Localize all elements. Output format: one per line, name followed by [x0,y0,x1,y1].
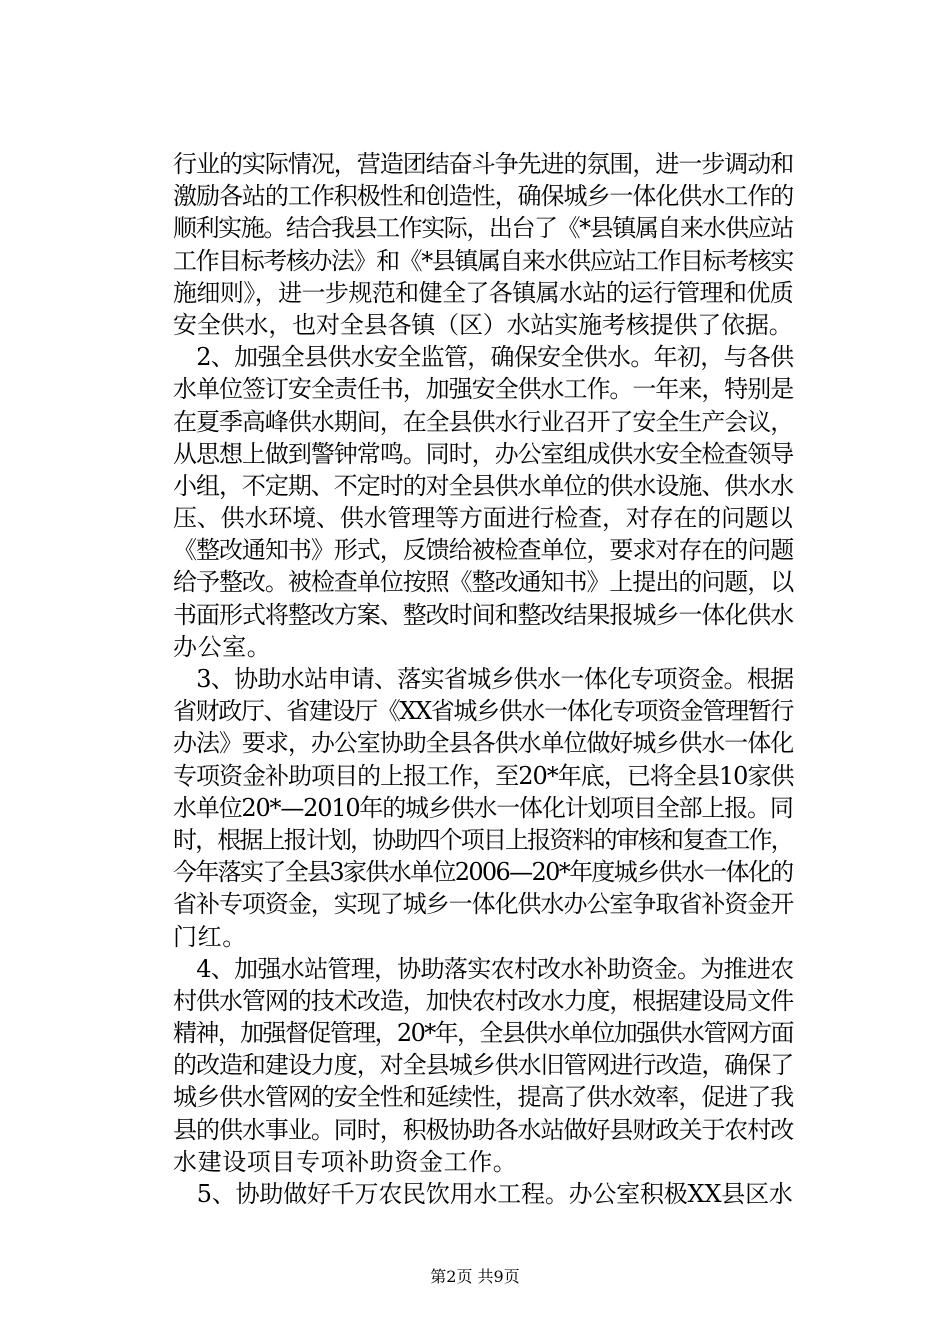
text-line: 时，根据上报计划，协助四个项目上报资料的审核和复查工作， [173,825,793,854]
text-line: 3、协助水站申请、落实省城乡供水一体化专项资金。根据 [173,665,794,693]
text-line: 《整改通知书》形式，反馈给被检查单位，要求对存在的问题 [173,536,794,565]
text-line: 办法》要求，办公室协助全县各供水单位做好城乡供水一体化 [173,729,794,758]
page-footer [0,1266,950,1288]
text-line: 从思想上做到警钟常鸣。同时，办公室组成供水安全检查领导 [173,439,794,468]
text-line: 激励各站的工作积极性和创造性，确保城乡一体化供水工作的 [173,182,794,211]
text-line: 行业的实际情况，营造团结奋斗争先进的氛围，进一步调动和 [173,150,794,178]
text-line: 门红。 [173,922,247,951]
page-number: 第2页 共9页 [430,1267,520,1286]
text-line: 精神，加强督促管理，20*年，全县供水单位加强供水管网方面 [173,1019,793,1048]
text-line: 城乡供水管网的安全性和延续性，提高了供水效率，促进了我 [173,1083,794,1112]
text-line: 顺利实施。结合我县工作实际，出台了《*县镇属自来水供应站 [173,214,793,243]
text-line: 县的供水事业。同时，积极协助各水站做好县财政关于农村改 [173,1115,794,1144]
text-line: 压、供水环境、供水管理等方面进行检查，对存在的问题以 [173,504,793,533]
text-line: 给予整改。被检查单位按照《整改通知书》上提出的问题，以 [173,568,794,597]
text-line: 小组，不定期、不定时的对全县供水单位的供水设施、供水水 [173,471,794,500]
text-line: 施细则》，进一步规范和健全了各镇属水站的运行管理和优质 [173,278,794,307]
text-line: 4、加强水站管理，协助落实农村改水补助资金。为推进农 [173,954,794,983]
text-line: 5、协助做好千万农民饮用水工程。办公室积极XX县区水 [173,1180,793,1208]
text-line: 省补专项资金，实现了城乡一体化供水办公室争取省补资金开 [173,890,794,919]
text-line: 水单位20*—2010年的城乡供水一体化计划项目全部上报。同 [173,793,793,822]
text-line: 工作目标考核办法》和《*县镇属自来水供应站工作目标考核实 [173,246,793,275]
text-line: 专项资金补助项目的上报工作，至20*年底，已将全县10家供 [173,761,794,790]
document-body [173,148,793,1210]
text-line: 安全供水，也对全县各镇（区）水站实施考核提供了依据。 [173,310,793,339]
text-line: 村供水管网的技术改造，加快农村改水力度，根据建设局文件 [173,986,794,1015]
text-line: 2、加强全县供水安全监管，确保安全供水。年初，与各供 [173,343,794,372]
text-line: 的改造和建设力度，对全县城乡供水旧管网进行改造，确保了 [173,1051,794,1080]
text-line: 水建设项目专项补助资金工作。 [173,1147,518,1176]
text-line: 在夏季高峰供水期间，在全县供水行业召开了安全生产会议， [173,407,794,436]
text-line: 书面形式将整改方案、整改时间和整改结果报城乡一体化供水 [173,600,794,629]
text-line: 水单位签订安全责任书，加强安全供水工作。一年来，特别是 [173,375,794,404]
text-line: 今年落实了全县3家供水单位2006—20*年度城乡供水一体化的 [173,858,793,887]
text-line: 办公室。 [173,632,272,661]
text-line: 省财政厅、省建设厅《XX省城乡供水一体化专项资金管理暂行 [173,697,793,726]
